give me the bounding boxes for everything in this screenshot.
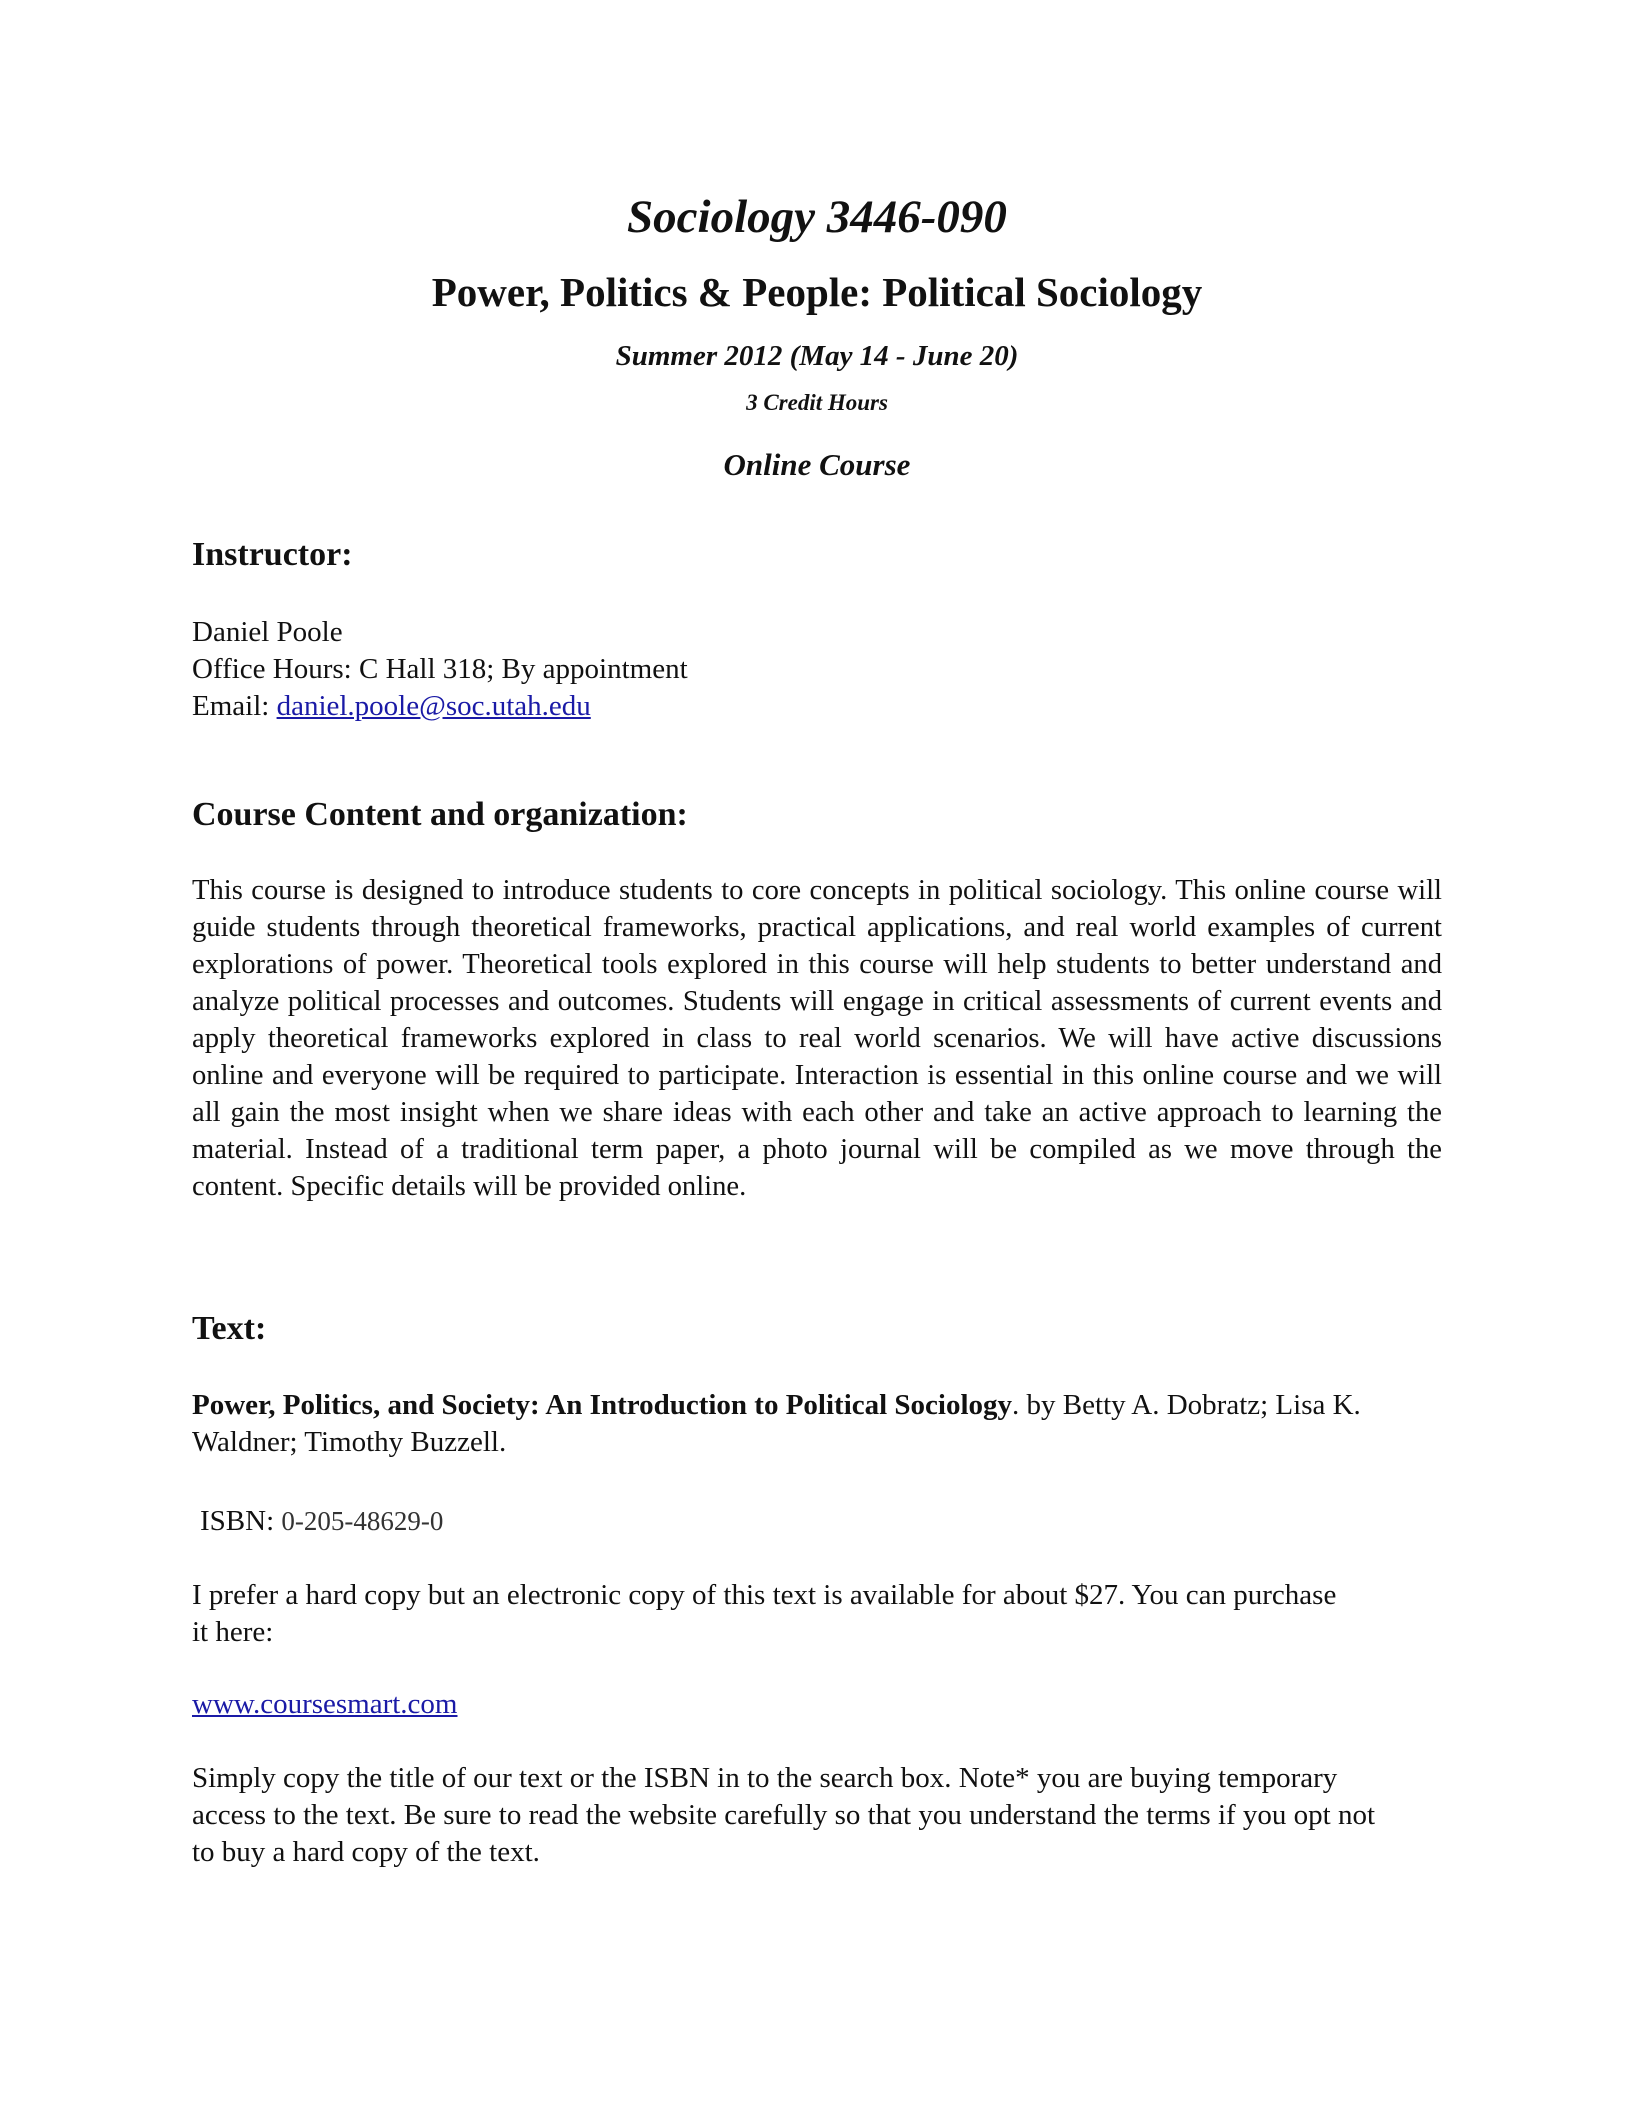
isbn-line: [200, 1503, 1450, 1540]
course-code: Sociology 3446-090: [627, 191, 1007, 243]
isbn-label: ISBN:: [200, 1505, 282, 1537]
coursesmart-link[interactable]: www.coursesmart.com: [192, 1688, 458, 1720]
coursesmart-line: [192, 1686, 1442, 1723]
book-authors: . by Betty A. Dobratz; Lisa K. Waldner; Timothy Buzzell.: [192, 1389, 1361, 1458]
email-label: Email:: [192, 690, 277, 722]
book-citation: [192, 1387, 1392, 1461]
office-hours: Office Hours: C Hall 318; By appointment: [192, 653, 688, 685]
instructor-info: [192, 614, 1442, 725]
course-term: Summer 2012 (May 14 - June 20): [615, 340, 1019, 372]
email-line: [192, 688, 1442, 725]
isbn-value: 0-205-48629-0: [281, 1506, 444, 1536]
content-heading: Course Content and organization:: [192, 796, 688, 833]
instructor-name: Daniel Poole: [192, 616, 343, 648]
search-instructions: Simply copy the title of our text or the ISBN in to the search box. Note* you are buying temporary access to the text. Be sure to read the website carefully so that you understand the terms if you opt not to buy a hard copy of the text.: [192, 1762, 1376, 1868]
course-mode: Online Course: [723, 447, 911, 482]
content-paragraph: This course is designed to introduce students to core concepts in political sociology. This online course will guide students through theoretical frameworks, practical applications, and real world examples of current explorations of power. Theoretical tools explored in this course will help students to better understand and analyze political processes and outcomes. Students will engage in critical assessments of current events and apply theoretical frameworks explored in class to real world scenarios. We will have active discussions online and everyone will be required to participate. Interaction is essential in this online course and we will all gain the most insight when we share ideas with each other and take an active approach to learning the material. Instead of a traditional term paper, a photo journal will be compiled as we move through the content. Specific details will be provided online.: [192, 875, 1442, 1202]
course-title: Power, Politics & People: Political Sociology: [431, 269, 1203, 315]
email-link[interactable]: daniel.poole@soc.utah.edu: [276, 690, 591, 722]
text-heading: Text:: [192, 1310, 267, 1347]
purchase-note: I prefer a hard copy but an electronic copy of this text is available for about $27. You can purchase it here:: [192, 1579, 1337, 1648]
book-title: Power, Politics, and Society: An Introduction to Political Sociology: [192, 1389, 1013, 1421]
credit-hours: 3 Credit Hours: [746, 390, 888, 415]
instructor-heading: Instructor:: [192, 536, 353, 573]
